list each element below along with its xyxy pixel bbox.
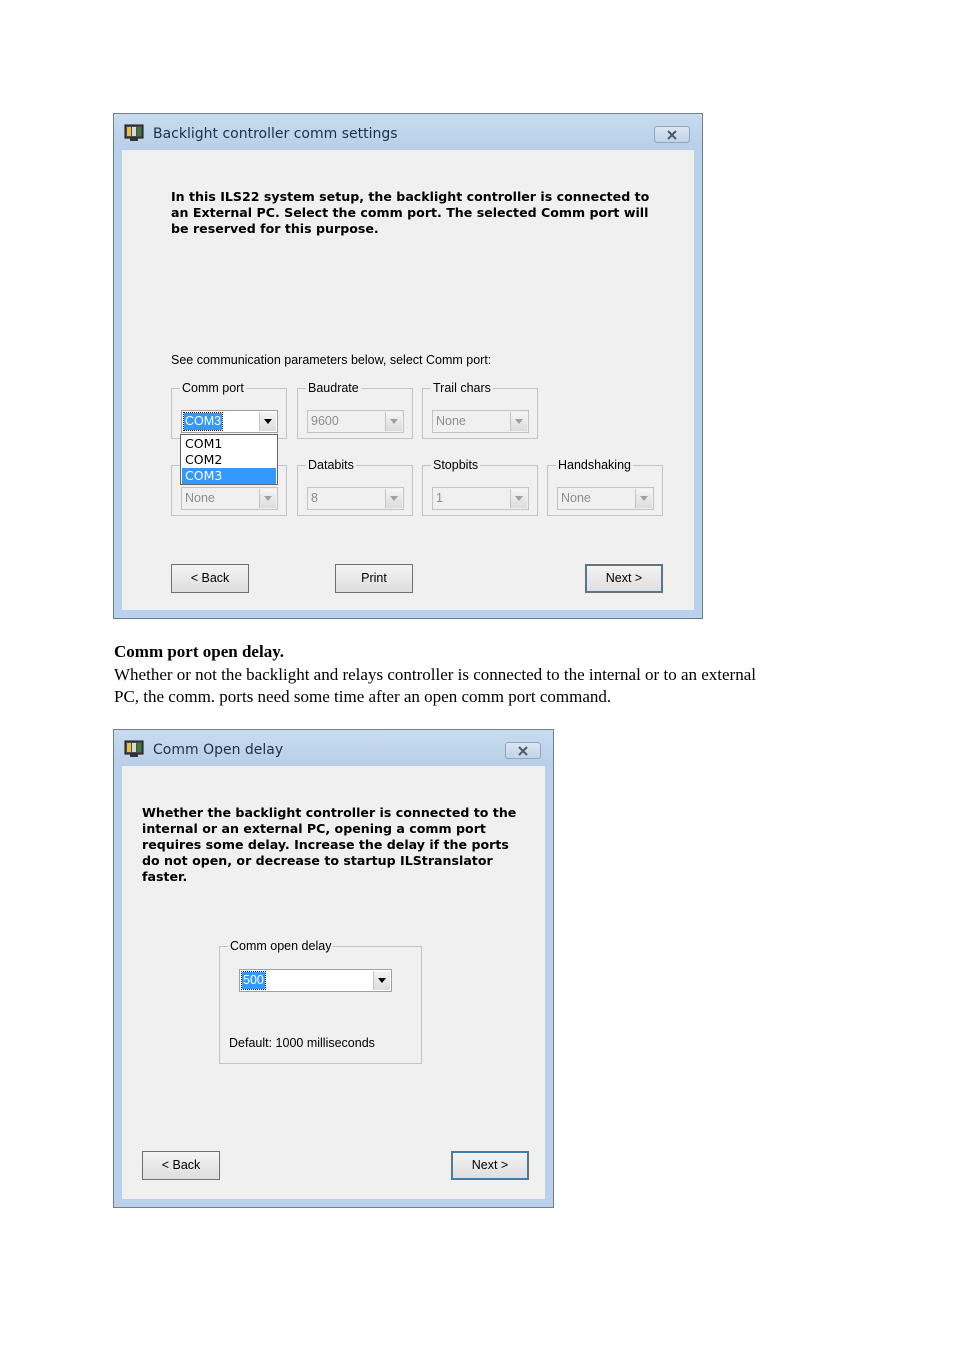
chevron-down-icon bbox=[264, 419, 272, 424]
baudrate-select[interactable] bbox=[307, 410, 404, 433]
parity-dropdown-button[interactable] bbox=[259, 489, 276, 508]
comm-port-dropdown-button[interactable] bbox=[259, 412, 276, 431]
parity-select[interactable] bbox=[181, 487, 278, 510]
comm-open-delay-window bbox=[113, 729, 554, 1208]
comm-open-delay-label: Comm open delay bbox=[230, 939, 332, 953]
handshaking-dropdown-button[interactable] bbox=[635, 489, 652, 508]
print-button[interactable]: Print bbox=[335, 564, 413, 593]
stopbits-value: 1 bbox=[436, 491, 443, 505]
section-heading: Comm port open delay. bbox=[114, 642, 284, 661]
intro-text: Whether the backlight controller is connected to the internal or an external PC, opening a comm port requires some delay. Increase the delay if the ports do not open, or decrease to startup ILStranslator faster. bbox=[142, 805, 517, 884]
title-bar[interactable] bbox=[114, 730, 553, 766]
stopbits-dropdown-button[interactable] bbox=[510, 489, 527, 508]
databits-value: 8 bbox=[311, 491, 318, 505]
window-title: Comm Open delay bbox=[153, 742, 284, 758]
comm-port-select[interactable] bbox=[181, 410, 278, 433]
chevron-down-icon bbox=[515, 496, 523, 501]
baudrate-dropdown-button[interactable] bbox=[385, 412, 402, 431]
databits-group bbox=[297, 458, 413, 516]
back-button[interactable]: < Back bbox=[171, 564, 249, 593]
dialog-body bbox=[122, 766, 545, 1199]
handshaking-group bbox=[547, 458, 663, 516]
chevron-down-icon bbox=[378, 978, 386, 983]
databits-select[interactable] bbox=[307, 487, 404, 510]
comm-port-label: Comm port bbox=[182, 381, 244, 395]
comm-open-delay-group bbox=[219, 939, 422, 1064]
trail-chars-group bbox=[422, 381, 538, 439]
default-delay-text: Default: 1000 milliseconds bbox=[229, 1036, 375, 1050]
next-button[interactable]: Next > bbox=[451, 1151, 529, 1180]
baudrate-label: Baudrate bbox=[308, 381, 359, 395]
chevron-down-icon bbox=[264, 496, 272, 501]
baudrate-group bbox=[297, 381, 413, 439]
baudrate-value: 9600 bbox=[311, 414, 339, 428]
comm-open-delay-value: 500 bbox=[243, 973, 264, 987]
comm-port-group bbox=[171, 381, 287, 439]
comm-port-dropdown-list bbox=[180, 434, 278, 485]
back-button[interactable]: < Back bbox=[142, 1151, 220, 1180]
comm-port-option-selected[interactable]: COM3 bbox=[182, 468, 276, 484]
title-bar[interactable] bbox=[114, 114, 702, 150]
chevron-down-icon bbox=[515, 419, 523, 424]
chevron-down-icon bbox=[390, 419, 398, 424]
see-parameters-text: See communication parameters below, select Comm port: bbox=[171, 353, 492, 367]
comm-port-option[interactable]: COM2 bbox=[185, 452, 223, 467]
chevron-down-icon bbox=[640, 496, 648, 501]
backlight-comm-settings-window bbox=[113, 113, 703, 619]
stopbits-label: Stopbits bbox=[433, 458, 479, 472]
paragraph-line: Whether or not the backlight and relays controller is connected to the internal or to an external bbox=[114, 665, 756, 684]
trail-chars-dropdown-button[interactable] bbox=[510, 412, 527, 431]
trail-chars-select[interactable] bbox=[432, 410, 529, 433]
handshaking-select[interactable] bbox=[557, 487, 654, 510]
databits-dropdown-button[interactable] bbox=[385, 489, 402, 508]
dialog-body bbox=[122, 150, 694, 610]
comm-port-value: COM3 bbox=[185, 414, 222, 428]
monitor-app-icon bbox=[124, 124, 144, 142]
monitor-app-icon bbox=[124, 740, 144, 758]
comm-open-delay-dropdown-button[interactable] bbox=[373, 971, 390, 990]
chevron-down-icon bbox=[390, 496, 398, 501]
trail-chars-value: None bbox=[436, 414, 466, 428]
comm-open-delay-select[interactable] bbox=[239, 969, 392, 992]
paragraph-line: PC, the comm. ports need some time after an open comm port command. bbox=[114, 687, 612, 706]
databits-label: Databits bbox=[308, 458, 354, 472]
handshaking-label: Handshaking bbox=[558, 458, 631, 472]
section-paragraph bbox=[114, 664, 854, 708]
stopbits-group bbox=[422, 458, 538, 516]
handshaking-value: None bbox=[561, 491, 591, 505]
close-icon bbox=[666, 130, 678, 140]
stopbits-select[interactable] bbox=[432, 487, 529, 510]
parity-value: None bbox=[185, 491, 215, 505]
comm-port-option[interactable]: COM1 bbox=[185, 436, 223, 451]
intro-text: In this ILS22 system setup, the backlight controller is connected to an External PC. Select the comm port. The selected Comm port will be reserved for this purpose. bbox=[171, 189, 650, 236]
close-icon bbox=[517, 746, 529, 756]
next-button[interactable]: Next > bbox=[585, 564, 663, 593]
close-button[interactable] bbox=[505, 742, 541, 759]
window-title: Backlight controller comm settings bbox=[153, 126, 398, 142]
close-button[interactable] bbox=[654, 126, 690, 143]
trail-chars-label: Trail chars bbox=[433, 381, 491, 395]
